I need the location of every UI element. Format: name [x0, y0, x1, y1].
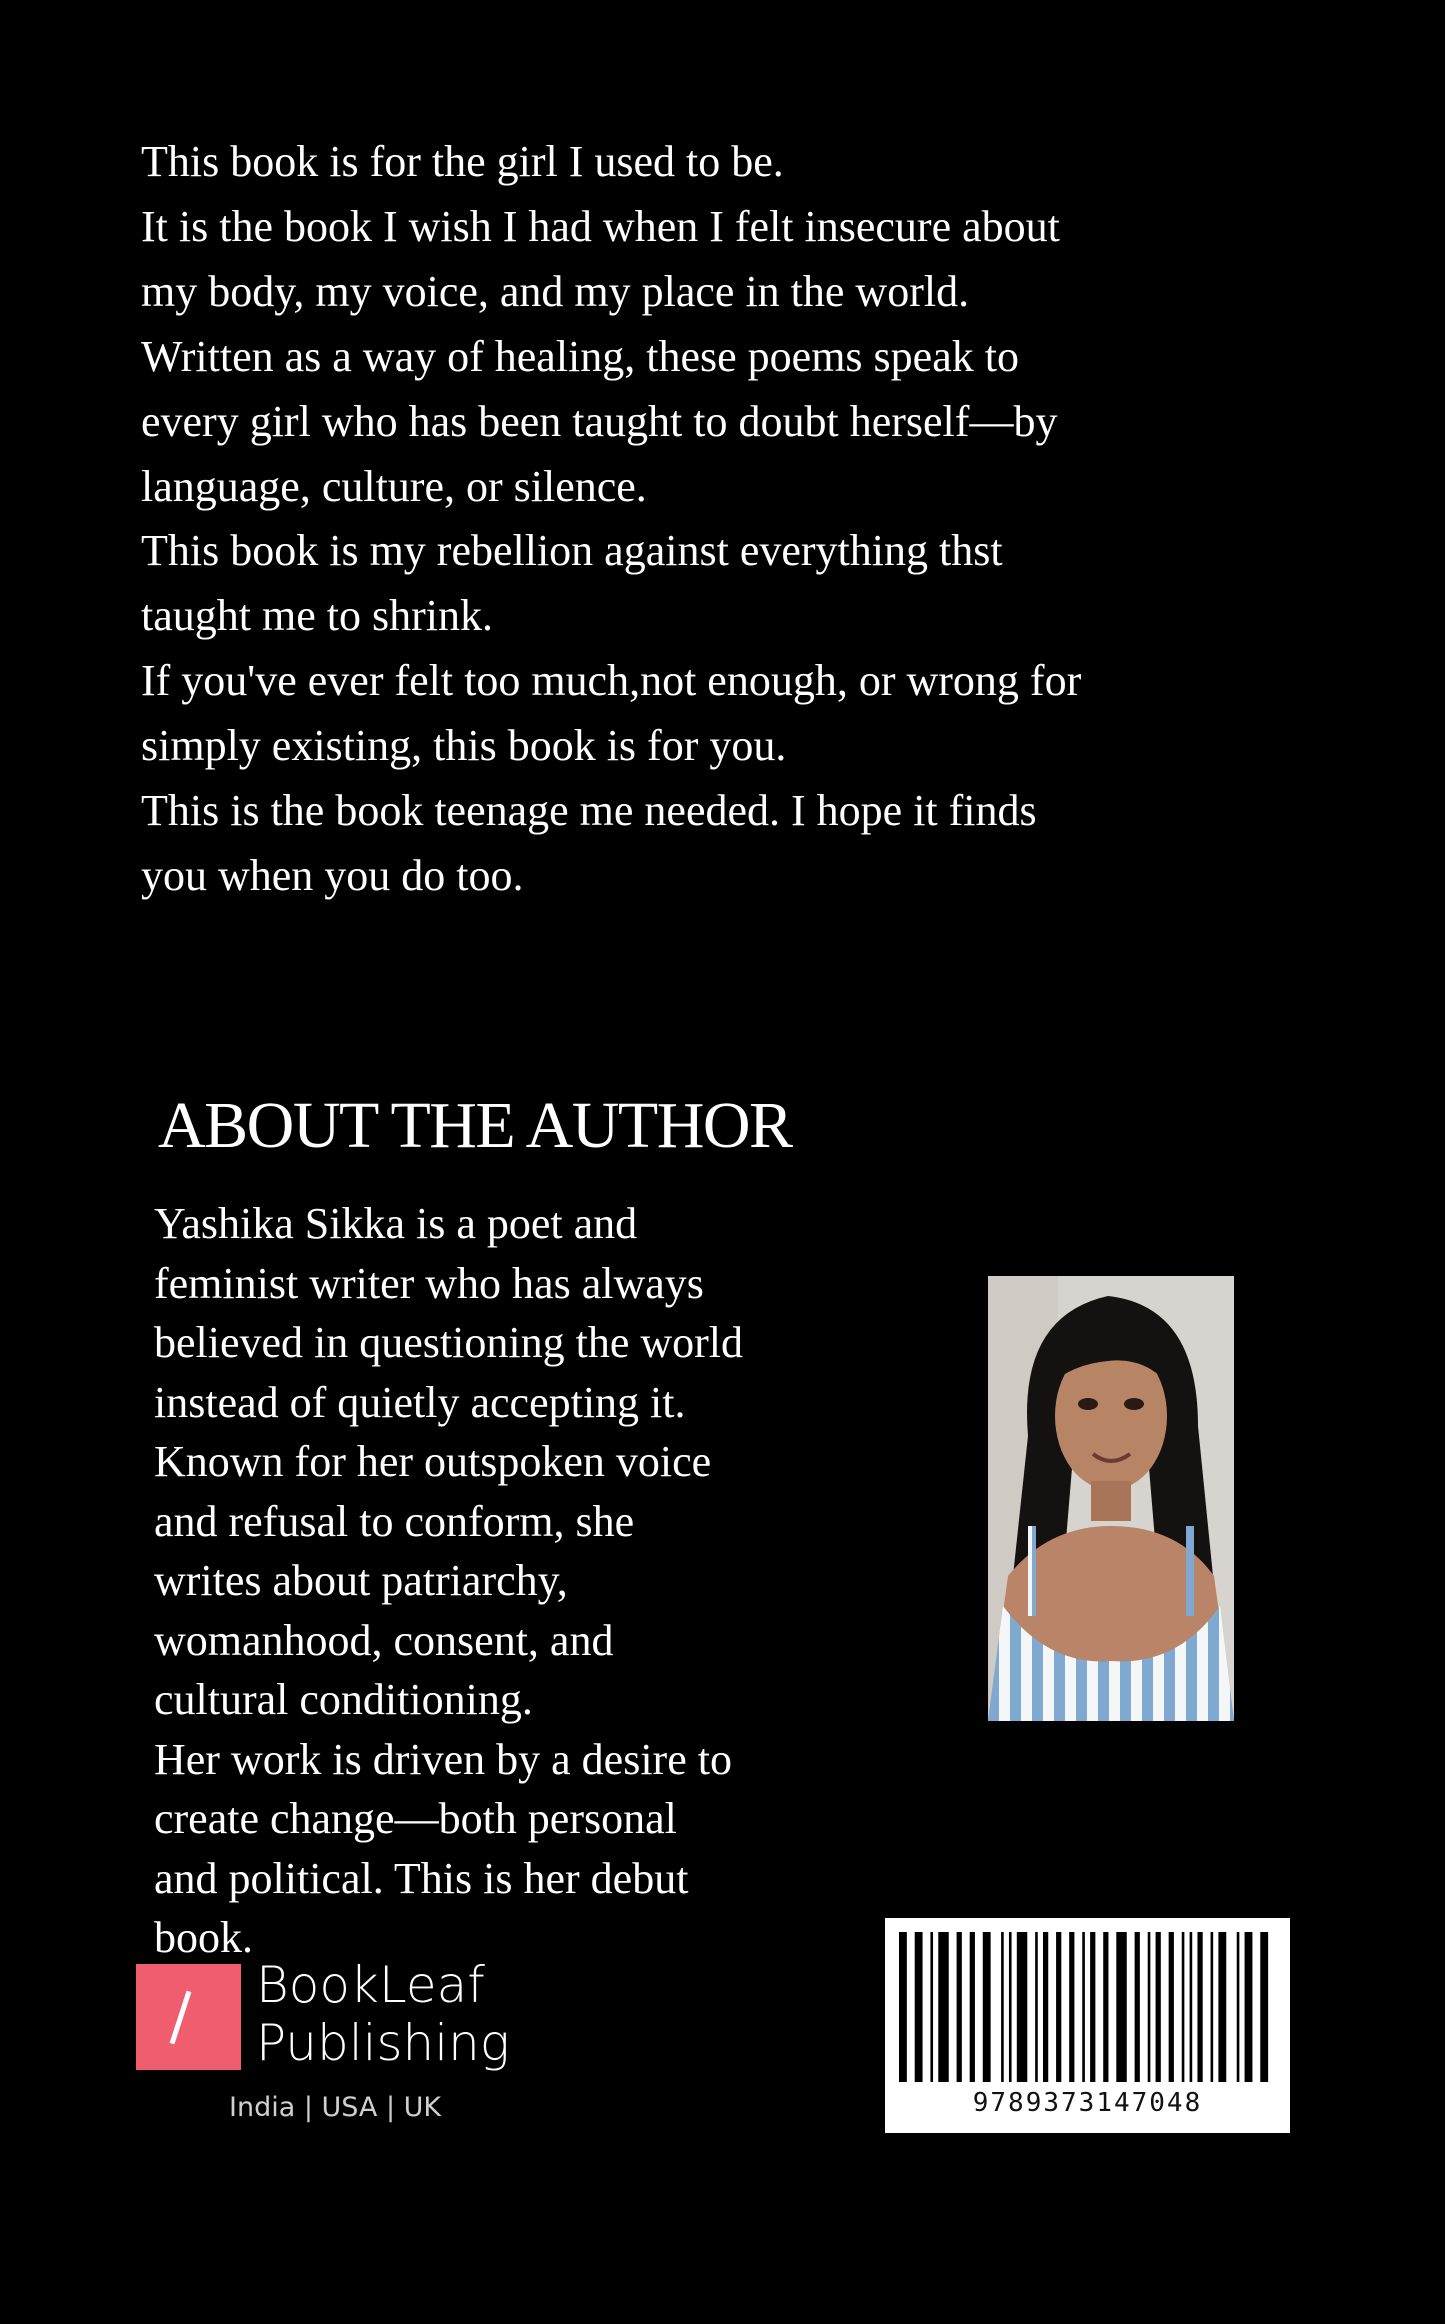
blurb-line: every girl who has been taught to doubt herself—by [141, 396, 1058, 446]
barcode-bar [957, 1932, 962, 2082]
barcode-bar [899, 1932, 907, 2082]
bio-line: Her work is driven by a desire to [154, 1734, 732, 1784]
bio-line: cultural conditioning. [154, 1675, 533, 1724]
barcode-bar [1090, 1932, 1095, 2082]
barcode-bar [1190, 1932, 1193, 2082]
author-bio [154, 1194, 914, 1968]
blurb-line: Written as a way of healing, these poems speak to [141, 331, 1019, 381]
blurb-line: This is the book teenage me needed. I hope it finds [141, 786, 1037, 836]
bio-line: believed in questioning the world [154, 1318, 743, 1367]
barcode-bar [1056, 1932, 1061, 2082]
bio-line: and refusal to conform, she [154, 1496, 635, 1546]
barcode-bar [1009, 1932, 1012, 2082]
barcode-bar [1182, 1932, 1185, 2082]
barcode-bar [1116, 1932, 1126, 2082]
barcode-bar [930, 1932, 933, 2082]
barcode-bar [1001, 1932, 1004, 2082]
blurb-line: This book is my rebellion against everything thst [141, 526, 1003, 576]
publisher-mark-icon [136, 1964, 241, 2070]
isbn-number: 9789373147048 [972, 2088, 1203, 2118]
publisher-name [256, 1956, 510, 2072]
blurb-line: This book is for the girl I used to be. [141, 137, 784, 186]
bio-line: Known for her outspoken voice [154, 1437, 712, 1486]
barcode-bar [915, 1932, 923, 2082]
barcode-bar [1197, 1932, 1202, 2082]
publisher-logo [136, 1956, 556, 2134]
bio-line: create change—both personal [154, 1794, 677, 1843]
bio-line: feminist writer who has always [154, 1258, 704, 1308]
back-cover-blurb [141, 130, 1271, 909]
bio-line: instead of quietly accepting it. [154, 1377, 686, 1427]
about-the-author-heading: ABOUT THE AUTHOR [158, 1089, 792, 1162]
bio-line: writes about patriarchy, [154, 1556, 568, 1605]
barcode-bar [1237, 1932, 1240, 2082]
bio-line: womanhood, consent, and [154, 1615, 614, 1665]
barcode-bars [899, 1932, 1276, 2082]
blurb-line: It is the book I wish I had when I felt insecure about [141, 201, 1060, 251]
blurb-line: If you've ever felt too much,not enough, or wrong for [141, 656, 1082, 706]
barcode-bar [1211, 1932, 1214, 2082]
blurb-line: language, culture, or silence. [141, 461, 647, 511]
blurb-line: my body, my voice, and my place in the world. [141, 266, 970, 316]
publisher-regions: India | USA | UK [229, 2092, 442, 2123]
barcode-bar [1260, 1932, 1268, 2082]
publisher-name-line: Publishing [256, 2014, 510, 2072]
author-photo [988, 1276, 1234, 1721]
barcode-bar [1035, 1932, 1038, 2082]
bio-line: Yashika Sikka is a poet and [154, 1199, 638, 1248]
barcode-bar [1017, 1932, 1027, 2082]
barcode-bar [1245, 1932, 1253, 2082]
barcode-bar [1169, 1932, 1174, 2082]
barcode-bar [938, 1932, 948, 2082]
blurb-line: simply existing, this book is for you. [141, 721, 787, 771]
barcode-bar [1103, 1932, 1108, 2082]
barcode-bar [1218, 1932, 1226, 2082]
isbn-barcode [885, 1918, 1290, 2133]
bio-line: book. [154, 1913, 253, 1962]
barcode-bar [1082, 1932, 1085, 2082]
barcode-bar [1148, 1932, 1151, 2082]
barcode-bar [1069, 1932, 1074, 2082]
barcode-bar [970, 1932, 975, 2082]
blurb-line: taught me to shrink. [141, 591, 493, 641]
barcode-bar [1135, 1932, 1140, 2082]
blurb-line: you when you do too. [141, 850, 524, 900]
barcode-bar [983, 1932, 991, 2082]
publisher-name-line: BookLeaf [256, 1956, 485, 2014]
barcode-bar [1043, 1932, 1048, 2082]
barcode-bar [1156, 1932, 1161, 2082]
bio-line: and political. This is her debut [154, 1853, 689, 1903]
